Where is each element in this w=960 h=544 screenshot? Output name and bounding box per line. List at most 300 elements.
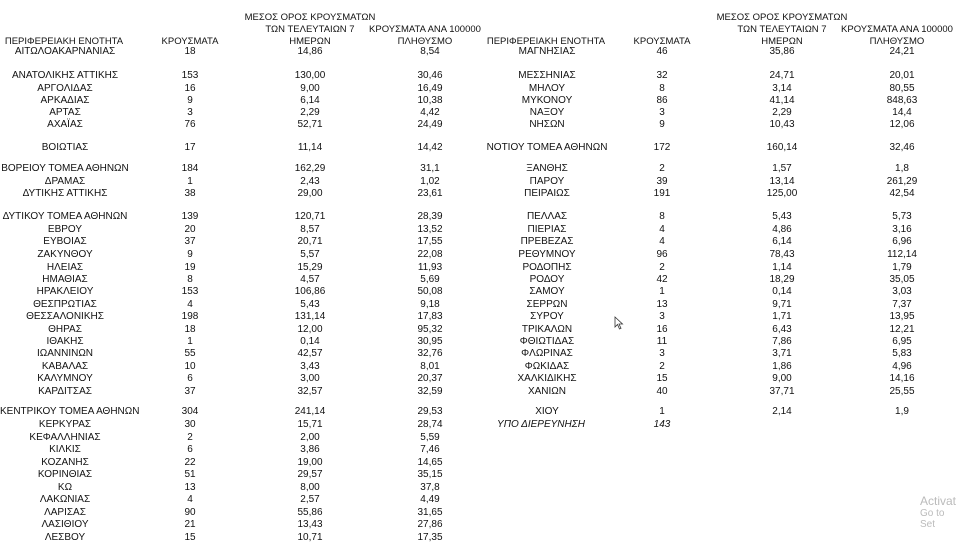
table-row [0,236,960,248]
table-row [0,274,960,286]
cell-region: ΥΠΟ ΔΙΕΡΕΥΝΗΣΗ [497,419,585,430]
cell-avg: 11,14 [297,142,323,153]
cell-cases: 143 [653,419,671,430]
cell-cases: 16 [656,324,668,335]
cell-cases: 9 [187,95,193,106]
cell-cases: 6 [187,444,193,455]
cell-region: ΦΘΙΩΤΙΔΑΣ [519,336,575,347]
cell-region: ΠΡΕΒΕΖΑΣ [520,236,574,247]
cell-avg: 12,00 [297,324,323,335]
cell-cases: 19 [184,262,196,273]
cell-region: ΔΥΤΙΚΗΣ ΑΤΤΙΚΗΣ [22,188,108,199]
left-header-per100k-2: ΠΛΗΘΥΣΜΟ [397,36,453,47]
cell-avg: 13,43 [297,519,323,530]
cell-avg: 3,43 [300,361,320,372]
cell-region: ΘΕΣΣΑΛΟΝΙΚΗΣ [26,311,104,322]
right-header-avg-2: ΤΩΝ ΤΕΛΕΥΤΑΙΩΝ 7 [737,24,827,35]
table-row [0,211,960,223]
cell-per100k: 6,95 [892,336,912,347]
cell-per100k: 261,29 [886,176,918,187]
cell-cases: 18 [184,324,196,335]
cell-cases: 37 [184,236,196,247]
cell-per100k: 35,15 [417,469,443,480]
cell-avg: 1,71 [772,311,792,322]
cell-avg: 2,29 [300,107,320,118]
cell-avg: 10,43 [769,119,795,130]
cell-avg: 1,57 [772,163,792,174]
cell-avg: 1,14 [772,262,792,273]
cell-cases: 38 [184,188,196,199]
cell-per100k: 3,16 [892,224,912,235]
cell-avg: 0,14 [300,336,320,347]
cell-per100k: 3,03 [892,286,912,297]
cell-avg: 42,57 [297,348,323,359]
cell-per100k: 24,21 [889,46,915,57]
cell-region: ΧΙΟΥ [535,406,559,417]
cell-per100k: 17,83 [417,311,443,322]
cell-avg: 14,86 [297,46,323,57]
cell-cases: 11 [656,336,668,347]
cell-avg: 3,71 [772,348,792,359]
right-header-avg-1: ΜΕΣΟΣ ΟΡΟΣ ΚΡΟΥΣΜΑΤΩΝ [716,12,848,23]
cell-region: ΗΛΕΙΑΣ [46,262,84,273]
cell-cases: 4 [187,494,193,505]
cell-cases: 9 [659,119,665,130]
cell-per100k: 1,9 [895,406,909,417]
cell-cases: 8 [659,83,665,94]
cell-avg: 2,14 [772,406,792,417]
cell-region: ΚΑΛΥΜΝΟΥ [37,373,93,384]
table-row [0,142,960,154]
cell-cases: 198 [181,311,199,322]
cell-avg: 0,14 [772,286,792,297]
cell-per100k: 14,42 [417,142,443,153]
cell-region: ΗΡΑΚΛΕΙΟΥ [36,286,94,297]
cell-avg: 162,29 [294,163,326,174]
table-row [0,469,960,481]
cell-per100k: 14,16 [889,373,915,384]
cell-cases: 153 [181,286,199,297]
table-row [0,373,960,385]
cell-region: ΝΑΞΟΥ [529,107,565,118]
cell-per100k: 29,53 [417,406,443,417]
cell-region: ΑΝΑΤΟΛΙΚΗΣ ΑΤΤΙΚΗΣ [11,70,119,81]
cell-per100k: 13,95 [889,311,915,322]
cell-cases: 8 [659,211,665,222]
table-row [0,406,960,418]
cell-per100k: 5,73 [892,211,912,222]
cell-cases: 10 [184,361,196,372]
cell-per100k: 12,06 [889,119,915,130]
cell-region: ΦΛΩΡΙΝΑΣ [521,348,573,359]
left-header-avg-2: ΤΩΝ ΤΕΛΕΥΤΑΙΩΝ 7 [265,24,355,35]
cell-region: ΜΥΚΟΝΟΥ [521,95,573,106]
cell-per100k: 32,59 [417,386,443,397]
cell-region: ΤΡΙΚΑΛΩΝ [521,324,573,335]
cell-cases: 184 [181,163,199,174]
table-row [0,361,960,373]
cell-avg: 3,14 [772,83,792,94]
table-row [0,457,960,469]
cell-avg: 15,71 [297,419,323,430]
right-header-per100k-2: ΠΛΗΘΥΣΜΟ [869,36,925,47]
cell-per100k: 37,8 [420,482,440,493]
cell-avg: 6,43 [772,324,792,335]
cell-cases: 32 [656,70,668,81]
cell-cases: 191 [653,188,671,199]
cell-cases: 4 [187,299,193,310]
cell-avg: 13,14 [769,176,795,187]
table-row [0,336,960,348]
cell-per100k: 28,39 [417,211,443,222]
cell-per100k: 28,74 [417,419,443,430]
cell-avg: 9,71 [772,299,792,310]
left-header-avg-3: ΗΜΕΡΩΝ [289,36,331,47]
cell-cases: 76 [184,119,196,130]
cell-region: ΖΑΚΥΝΘΟΥ [37,249,93,260]
cell-region: ΕΥΒΟΙΑΣ [43,236,87,247]
cell-cases: 18 [184,46,196,57]
cell-avg: 6,14 [300,95,320,106]
cell-region: ΝΗΣΩΝ [529,119,565,130]
cell-region: ΠΙΕΡΙΑΣ [527,224,567,235]
activate-windows-subtext: Go to Set [920,508,945,530]
cell-cases: 4 [659,224,665,235]
cell-per100k: 20,37 [417,373,443,384]
cell-region: ΑΙΤΩΛΟΑΚΑΡΝΑΝΙΑΣ [14,46,116,57]
cell-region: ΣΥΡΟΥ [530,311,564,322]
cell-per100k: 4,49 [420,494,440,505]
table-row [0,432,960,444]
cell-per100k: 7,46 [420,444,440,455]
right-header-region: ΠΕΡΙΦΕΡΕΙΑΚΗ ΕΝΟΤΗΤΑ [486,36,606,47]
table-row [0,386,960,398]
cell-cases: 3 [659,348,665,359]
cell-avg: 20,71 [297,236,323,247]
cell-region: ΙΘΑΚΗΣ [46,336,84,347]
cell-cases: 51 [184,469,196,480]
cell-avg: 5,43 [772,211,792,222]
cell-cases: 13 [656,299,668,310]
cell-per100k: 17,35 [417,532,443,543]
cell-cases: 2 [659,163,665,174]
cell-avg: 2,43 [300,176,320,187]
cell-avg: 6,14 [772,236,792,247]
cell-region: ΚΑΡΔΙΤΣΑΣ [38,386,92,397]
cell-avg: 9,00 [772,373,792,384]
cell-per100k: 42,54 [889,188,915,199]
cell-region: ΙΩΑΝΝΙΝΩΝ [36,348,94,359]
cell-per100k: 95,32 [417,324,443,335]
cell-per100k: 80,55 [889,83,915,94]
cell-region: ΠΕΛΛΑΣ [526,211,568,222]
cell-cases: 3 [659,311,665,322]
cell-region: ΘΗΡΑΣ [48,324,82,335]
cell-per100k: 16,49 [417,83,443,94]
table-row [0,188,960,200]
table-row [0,299,960,311]
table-row [0,46,960,58]
cell-region: ΚΩ [57,482,73,493]
cell-cases: 1 [187,176,193,187]
cell-region: ΑΡΓΟΛΙΔΑΣ [37,83,93,94]
cell-cases: 86 [656,95,668,106]
cell-per100k: 14,65 [417,457,443,468]
cell-avg: 9,00 [300,83,320,94]
cell-cases: 15 [656,373,668,384]
cell-per100k: 8,54 [420,46,440,57]
cell-avg: 1,86 [772,361,792,372]
cell-avg: 78,43 [769,249,795,260]
cell-region: ΧΑΛΚΙΔΙΚΗΣ [517,373,577,384]
cell-avg: 19,00 [297,457,323,468]
cell-avg: 35,86 [769,46,795,57]
cell-avg: 2,57 [300,494,320,505]
cell-cases: 39 [656,176,668,187]
cell-avg: 55,86 [297,507,323,518]
cell-avg: 7,86 [772,336,792,347]
cell-cases: 3 [187,107,193,118]
cell-region: ΚΕΡΚΥΡΑΣ [38,419,92,430]
cell-avg: 2,29 [772,107,792,118]
cell-cases: 3 [659,107,665,118]
cell-avg: 131,14 [294,311,326,322]
cell-region: ΚΟΖΑΝΗΣ [41,457,89,468]
cell-per100k: 4,96 [892,361,912,372]
cell-cases: 46 [656,46,668,57]
cell-region: ΠΕΙΡΑΙΩΣ [524,188,570,199]
cell-avg: 18,29 [769,274,795,285]
table-row [0,224,960,236]
cell-region: ΗΜΑΘΙΑΣ [42,274,88,285]
cell-region: ΚΕΦΑΛΛΗΝΙΑΣ [29,432,101,443]
cell-cases: 1 [187,336,193,347]
cell-avg: 10,71 [297,532,323,543]
table-row [0,444,960,456]
cell-avg: 241,14 [294,406,326,417]
cell-cases: 20 [184,224,196,235]
left-header-cases: ΚΡΟΥΣΜΑΤΑ [161,36,219,47]
cell-avg: 24,71 [769,70,795,81]
cell-region: ΡΟΔΟΠΗΣ [522,262,572,273]
cell-region: ΣΕΡΡΩΝ [526,299,568,310]
cell-region: ΛΕΣΒΟΥ [44,532,86,543]
cell-per100k: 30,95 [417,336,443,347]
cell-avg: 3,00 [300,373,320,384]
cell-per100k: 12,21 [889,324,915,335]
cell-region: ΣΑΜΟΥ [529,286,565,297]
cell-region: ΚΕΝΤΡΙΚΟΥ ΤΟΜΕΑ ΑΘΗΝΩΝ [0,406,140,417]
cell-region: ΛΑΚΩΝΙΑΣ [39,494,91,505]
cell-cases: 55 [184,348,196,359]
table-row [0,107,960,119]
cell-avg: 4,57 [300,274,320,285]
cell-per100k: 1,02 [420,176,440,187]
cell-region: ΘΕΣΠΡΩΤΙΑΣ [33,299,97,310]
cell-region: ΒΟΙΩΤΙΑΣ [41,142,89,153]
cell-region: ΜΕΣΣΗΝΙΑΣ [518,70,576,81]
cell-per100k: 1,79 [892,262,912,273]
right-header-avg-3: ΗΜΕΡΩΝ [761,36,803,47]
cell-cases: 22 [184,457,196,468]
table-row [0,324,960,336]
cell-cases: 6 [187,373,193,384]
cell-region: ΑΧΑΪΑΣ [47,119,83,130]
cell-region: ΦΩΚΙΔΑΣ [524,361,570,372]
cell-cases: 4 [659,236,665,247]
cell-avg: 125,00 [766,188,798,199]
cell-per100k: 20,01 [889,70,915,81]
cell-per100k: 5,83 [892,348,912,359]
cell-per100k: 6,96 [892,236,912,247]
cell-avg: 29,00 [297,188,323,199]
cell-avg: 4,86 [772,224,792,235]
table-row [0,532,960,544]
cell-cases: 96 [656,249,668,260]
cell-cases: 9 [187,249,193,260]
table-row [0,262,960,274]
cell-avg: 15,29 [297,262,323,273]
cell-per100k: 8,01 [420,361,440,372]
cell-cases: 139 [181,211,199,222]
cell-region: ΛΑΡΙΣΑΣ [44,507,86,518]
table-row [0,507,960,519]
cell-per100k: 22,08 [417,249,443,260]
cell-cases: 40 [656,386,668,397]
cell-avg: 160,14 [766,142,798,153]
cell-region: ΑΡΤΑΣ [49,107,81,118]
cell-avg: 29,57 [297,469,323,480]
cell-region: ΒΟΡΕΙΟΥ ΤΟΜΕΑ ΑΘΗΝΩΝ [1,163,129,174]
cell-region: ΑΡΚΑΔΙΑΣ [40,95,90,106]
cell-per100k: 24,49 [417,119,443,130]
cell-region: ΕΒΡΟΥ [47,224,83,235]
cell-per100k: 23,61 [417,188,443,199]
cell-region: ΡΕΘΥΜΝΟΥ [518,249,576,260]
activate-windows-watermark: Activat [920,494,957,508]
cell-region: ΔΥΤΙΚΟΥ ΤΟΜΕΑ ΑΘΗΝΩΝ [2,211,128,222]
cell-cases: 16 [184,83,196,94]
cell-avg: 5,57 [300,249,320,260]
table-row [0,494,960,506]
cell-cases: 15 [184,532,196,543]
cell-region: ΚΙΛΚΙΣ [49,444,81,455]
cell-per100k: 32,76 [417,348,443,359]
cell-region: ΚΑΒΑΛΑΣ [41,361,89,372]
cell-per100k: 27,86 [417,519,443,530]
cell-avg: 130,00 [294,70,326,81]
cell-cases: 37 [184,386,196,397]
cell-cases: 153 [181,70,199,81]
cell-per100k: 30,46 [417,70,443,81]
cell-per100k: 848,63 [886,95,918,106]
cell-avg: 5,43 [300,299,320,310]
cell-cases: 1 [659,286,665,297]
cell-per100k: 1,8 [895,163,909,174]
cell-region: ΞΑΝΘΗΣ [526,163,568,174]
cell-avg: 2,00 [300,432,320,443]
cell-cases: 2 [187,432,193,443]
cell-avg: 8,00 [300,482,320,493]
table-row [0,348,960,360]
cell-region: ΚΟΡΙΝΘΙΑΣ [37,469,93,480]
cell-per100k: 14,4 [892,107,912,118]
cell-cases: 21 [184,519,196,530]
cell-cases: 1 [659,406,665,417]
table-row [0,119,960,131]
table-row [0,311,960,323]
cell-cases: 2 [659,262,665,273]
cell-region: ΔΡΑΜΑΣ [44,176,86,187]
table-row [0,70,960,82]
cell-per100k: 5,59 [420,432,440,443]
cell-cases: 13 [184,482,196,493]
cell-region: ΡΟΔΟΥ [529,274,565,285]
cell-region: ΛΑΣΙΘΙΟΥ [41,519,89,530]
cell-avg: 52,71 [297,119,323,130]
cell-region: ΠΑΡΟΥ [529,176,565,187]
table-row [0,419,960,431]
mouse-cursor-icon [614,316,624,330]
cell-per100k: 10,38 [417,95,443,106]
cell-region: ΝΟΤΙΟΥ ΤΟΜΕΑ ΑΘΗΝΩΝ [486,142,608,153]
cell-per100k: 112,14 [887,249,917,260]
table-row [0,95,960,107]
cell-per100k: 32,46 [889,142,915,153]
cell-avg: 32,57 [297,386,323,397]
left-header-per100k-1: ΚΡΟΥΣΜΑΤΑ ΑΝΑ 100000 [369,24,481,35]
cell-per100k: 9,18 [420,299,440,310]
cell-per100k: 25,55 [889,386,915,397]
cell-per100k: 17,55 [417,236,443,247]
cell-region: ΧΑΝΙΩΝ [527,386,567,397]
cell-per100k: 31,1 [420,163,440,174]
cell-cases: 2 [659,361,665,372]
cell-per100k: 11,93 [417,262,443,273]
table-row [0,249,960,261]
cell-avg: 37,71 [769,386,795,397]
table-row [0,286,960,298]
cell-region: ΜΗΛΟΥ [528,83,566,94]
cell-region: ΜΑΓΝΗΣΙΑΣ [518,46,576,57]
cell-per100k: 35,05 [889,274,915,285]
cell-avg: 3,86 [300,444,320,455]
left-header-region: ΠΕΡΙΦΕΡΕΙΑΚΗ ΕΝΟΤΗΤΑ [4,36,124,47]
table-row [0,83,960,95]
table-row [0,176,960,188]
cell-cases: 90 [184,507,196,518]
table-row [0,163,960,175]
cell-per100k: 50,08 [417,286,443,297]
cell-cases: 42 [656,274,668,285]
cell-cases: 304 [181,406,199,417]
cell-avg: 120,71 [294,211,326,222]
cell-per100k: 4,42 [420,107,440,118]
right-header-per100k-1: ΚΡΟΥΣΜΑΤΑ ΑΝΑ 100000 [841,24,953,35]
cell-cases: 172 [653,142,671,153]
table-row [0,482,960,494]
cell-per100k: 5,69 [420,274,440,285]
cell-per100k: 7,37 [892,299,912,310]
cell-cases: 30 [184,419,196,430]
cell-avg: 41,14 [769,95,795,106]
cell-per100k: 31,65 [417,507,443,518]
table-row [0,519,960,531]
cell-avg: 106,86 [294,286,326,297]
cell-cases: 8 [187,274,193,285]
cell-avg: 8,57 [300,224,320,235]
cell-cases: 17 [184,142,196,153]
